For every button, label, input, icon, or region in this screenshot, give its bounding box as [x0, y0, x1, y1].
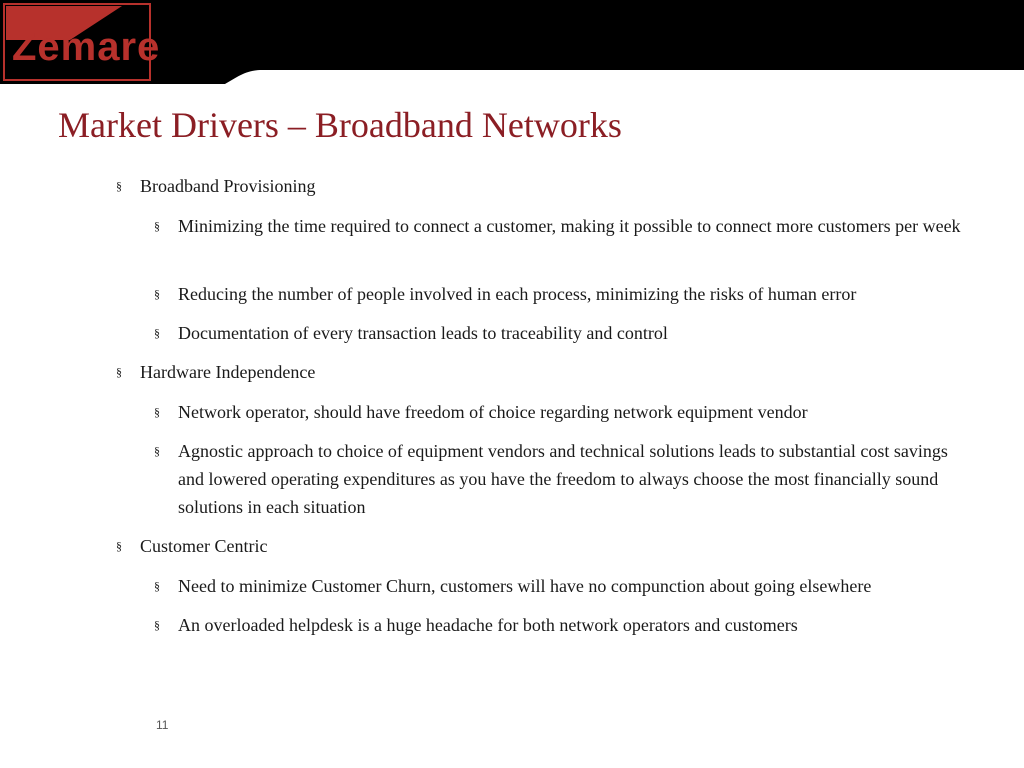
bullet-marker-icon: § — [116, 179, 122, 193]
slide-title: Market Drivers – Broadband Networks — [58, 105, 622, 145]
bullet-item — [116, 358, 960, 386]
bullet-text: Customer Centric — [140, 536, 268, 556]
bullet-marker-icon: § — [154, 444, 160, 458]
bullet-marker-icon: § — [116, 365, 122, 379]
bullet-text: Broadband Provisioning — [140, 176, 316, 196]
bullet-item — [154, 280, 978, 308]
bullet-item — [154, 572, 978, 600]
bullet-item — [154, 212, 978, 240]
bullet-text: Network operator, should have freedom of choice regarding network equipment vendor — [178, 402, 808, 422]
bullet-marker-icon: § — [116, 539, 122, 553]
bullet-item — [116, 172, 960, 200]
bullet-text: Reducing the number of people involved in each process, minimizing the risks of human error — [178, 284, 857, 304]
page-number: 11 — [156, 718, 169, 732]
bullet-text: Need to minimize Customer Churn, customers will have no compunction about going elsewhere — [178, 576, 872, 596]
bullet-marker-icon: § — [154, 579, 160, 593]
bullet-item — [154, 319, 978, 347]
bullet-marker-icon: § — [154, 219, 160, 233]
bullet-marker-icon: § — [154, 405, 160, 419]
bullet-item — [154, 398, 978, 426]
bullet-text: Hardware Independence — [140, 362, 316, 382]
bullet-text: Documentation of every transaction leads to traceability and control — [178, 323, 668, 343]
bullet-marker-icon: § — [154, 326, 160, 340]
bullet-text: Minimizing the time required to connect a customer, making it possible to connect more customers per week — [178, 216, 961, 236]
bullet-item — [116, 532, 960, 560]
bullet-marker-icon: § — [154, 618, 160, 632]
bullet-text: An overloaded helpdesk is a huge headache for both network operators and customers — [178, 615, 798, 635]
bullet-marker-icon: § — [154, 287, 160, 301]
bullet-item — [154, 437, 978, 521]
company-logo-text: Zemare — [12, 25, 161, 69]
bullet-text: Agnostic approach to choice of equipment vendors and technical solutions leads to substantial cost savings and lowered operating expenditures as you have the freedom to always choose the most financially sound solutions in each situation — [178, 441, 948, 517]
bullet-item — [154, 611, 978, 639]
header-bar — [0, 0, 1024, 84]
